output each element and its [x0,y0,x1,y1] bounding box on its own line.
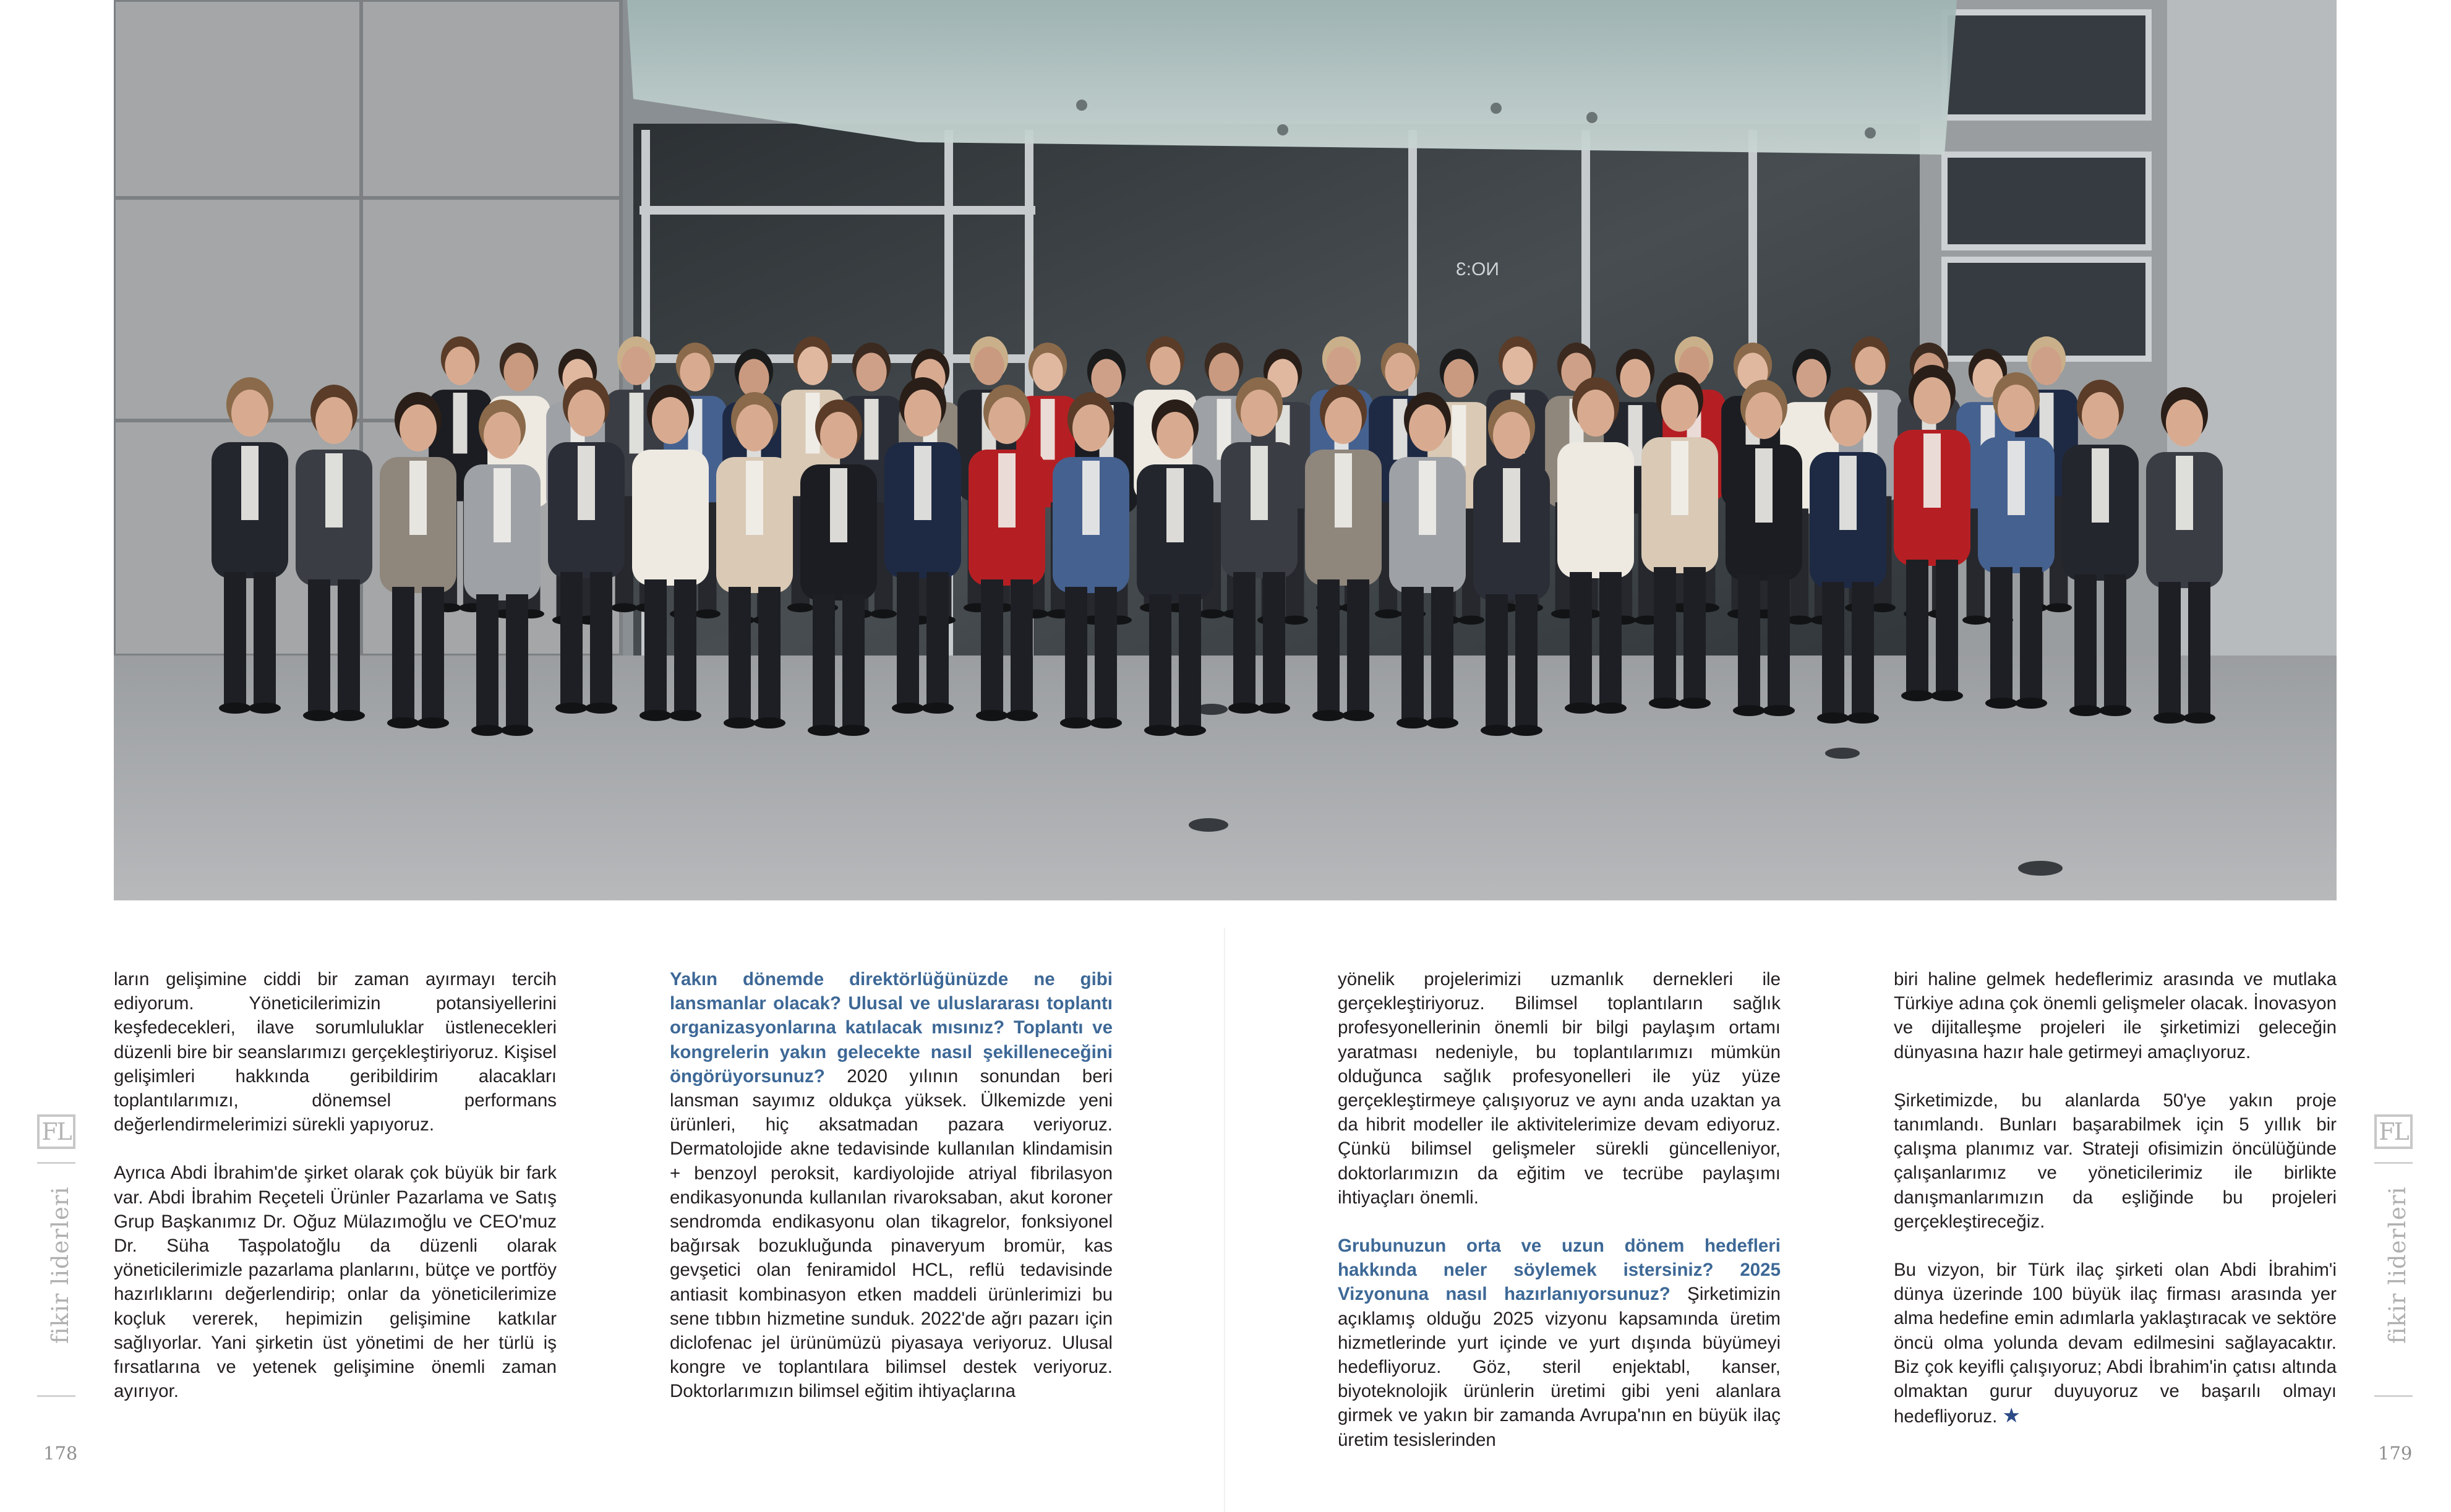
text-column-1 [114,967,557,1403]
side-rule-bottom-left [37,1395,75,1397]
paragraph [1338,967,1781,1210]
body-text: 2020 yılının sonundan beri lansman sayımız oldukça yüksek. Ülkemizde yeni ürünleri, hiç aksatmadan pazara veriyoruz. Dermatolojide akne tedavisinde kullanılan klindamisin + benzoyl peroksit, kardiyolojide atriyal fibrilasyon endikasyonunda kullanılan rivaroksaban, akut koroner sendromda endikasyonu olan tikagrelor, fonksiyonel bağırsak bozukluğunda pinaveryum bromür, kas gevşetici olan feniramidol HCL, reflü tedavisinde antiasit kombinasyon etken maddeli ürünlerimizi bu sene tıbbın hizmetine sunduk. 2022'de ağrı pazarı için diclofenac jel ürünümüzü piyasaya veriyoruz. Ulusal kongre ve toplantılara bilimsel destek veriyoruz. Doktorlarımızın bilimsel eğitim ihtiyaçlarına [670,1066,1113,1402]
body-text: ların gelişimine ciddi bir zaman ayırmayı tercih ediyorum. Yöneticilerimizin potansiyellerini keşfedecekleri, ilave sorumluluklar üstlenecekleri düzenli bire bir seanslarımızı gerçekleştiriyoruz. Kişisel gelişimleri hakkında geribildirim alacakları toplantılarımızı, dönemsel performans değerlendirmelerimizi sürekli yapıyoruz. [114,969,557,1135]
body-text: Şirketimizde, bu alanlarda 50'ye yakın proje tanımlandı. Bunları başarabilmek için 5 yıllık bir çalışma planımız var. Strateji ofisimizin öncülüğünde çalışanlarımız ve yöneticilerimiz ile birlikte danışmanlarımızın da eşliğinde bu projeleri gerçekleştireceğiz. [1894,1090,2337,1232]
section-label-left: fikir liderleri [47,1186,74,1344]
body-text: Ayrıca Abdi İbrahim'de şirket olarak çok büyük bir fark var. Abdi İbrahim Reçeteli Ürünler Pazarlama ve Satış Grup Başkanımız Dr. Oğuz Mülazımoğlu ve CEO'muz Dr. Süha Taşpolatoğlu da düzenli olarak yöneticilerimizle pazarlama planlarını, bütçe ve portföy hazırlıklarını değerlendirip; onlar da yöneticilerimize koçluk vererek, hepimizin gelişimine katkılar sağlıyorlar. Yani şirketin üst yönetimi de her türlü iş fırsatlarına ve yetenek gelişimine önemli zaman ayırıyor. [114,1163,557,1402]
body-text: Şirketimizin açıklamış olduğu 2025 vizyonu kapsamında üretim hizmetlerinde yurt içinde ve yurt dışında büyümeyi hedefliyoruz. Göz, steril enjektabl, kanser, biyoteknolojik ürünlerin üretimi gibi yeni alanlara girmek ve yakın bir zamanda Avrupa'nın en büyük ilaç üretim tesislerinden [1338,1284,1781,1450]
group-photo [114,0,2337,900]
interview-question: Yakın dönemde direktörlüğünüzde ne gibi lansmanlar olacak? Ulusal ve uluslararası toplantı organizasyonlarına katılacak mısınız? Toplantı ve kongrelerin yakın gelecekte nasıl şekilleneceğini öngörüyorsunuz? [670,969,1113,1087]
paragraph [1894,1088,2337,1234]
paragraph [1338,1234,1781,1452]
text-column-4 [1894,967,2337,1429]
page-number-left: 178 [43,1443,78,1464]
fl-logo-right: FL [2374,1114,2413,1149]
paragraph [1894,1258,2337,1429]
text-column-2 [670,967,1113,1404]
paragraph [114,1161,557,1403]
body-text: Bu vizyon, bir Türk ilaç şirketi olan Abdi İbrahim'i dünya üzerinde 100 büyük ilaç firması arasında yer alma hedefine emin adımlarla yaklaştıracak ve sektöre öncü olma yolunda devam edilmesini sağlayacaktır. Biz çok keyifli çalışıyoruz; Abdi İbrahim'in çatısı altında olmaktan gurur duyuyoruz ve başarılı olmayı hedefliyoruz. [1894,1260,2337,1427]
side-rule-top-right [2374,1162,2413,1164]
page-number-right: 179 [2378,1443,2413,1464]
end-star-icon: ★ [2002,1404,2021,1427]
paragraph [670,967,1113,1404]
interview-question: Grubunuzun orta ve uzun dönem hedefleri hakkında neler söylemek istersiniz? 2025 Vizyonuna nasıl hazırlanıyorsunuz? [1338,1236,1781,1305]
side-rule-top-left [37,1162,75,1164]
page-gutter [1224,928,1225,1512]
side-rule-bottom-right [2374,1395,2413,1397]
fl-logo-left: FL [37,1114,75,1149]
building-sign: NO:3 [1455,259,1499,280]
paragraph [1894,967,2337,1064]
paragraph [114,967,557,1137]
section-label-right: fikir liderleri [2384,1186,2411,1344]
body-text: yönelik projelerimizi uzmanlık dernekleri ile gerçekleştiriyoruz. Bilimsel toplantıların sağlık profesyonellerinin önemli bir bilgi paylaşım ortamı yaratması nedeniyle, bu toplantılarımızı mümkün olduğunca sağlık profesyonelleri ile yüz yüze gerçekleştirmeye çalışıyoruz ve aynı anda uzaktan ya da hibrit modeller ile aktivitelerimize devam ediyoruz. Çünkü bilimsel gelişmeler sürekli güncelleniyor, doktorlarımızın da eğitim ve tecrübe paylaşımı ihtiyaçları önemli. [1338,969,1781,1208]
body-text: biri haline gelmek hedeflerimiz arasında ve mutlaka Türkiye adına çok önemli gelişmeler olacak. İnovasyon ve dijitalleşme projeleri ile şirketimizi geleceğin dünyasına hazır hale getirmeyi amaçlıyoruz. [1894,969,2337,1062]
text-column-3 [1338,967,1781,1452]
